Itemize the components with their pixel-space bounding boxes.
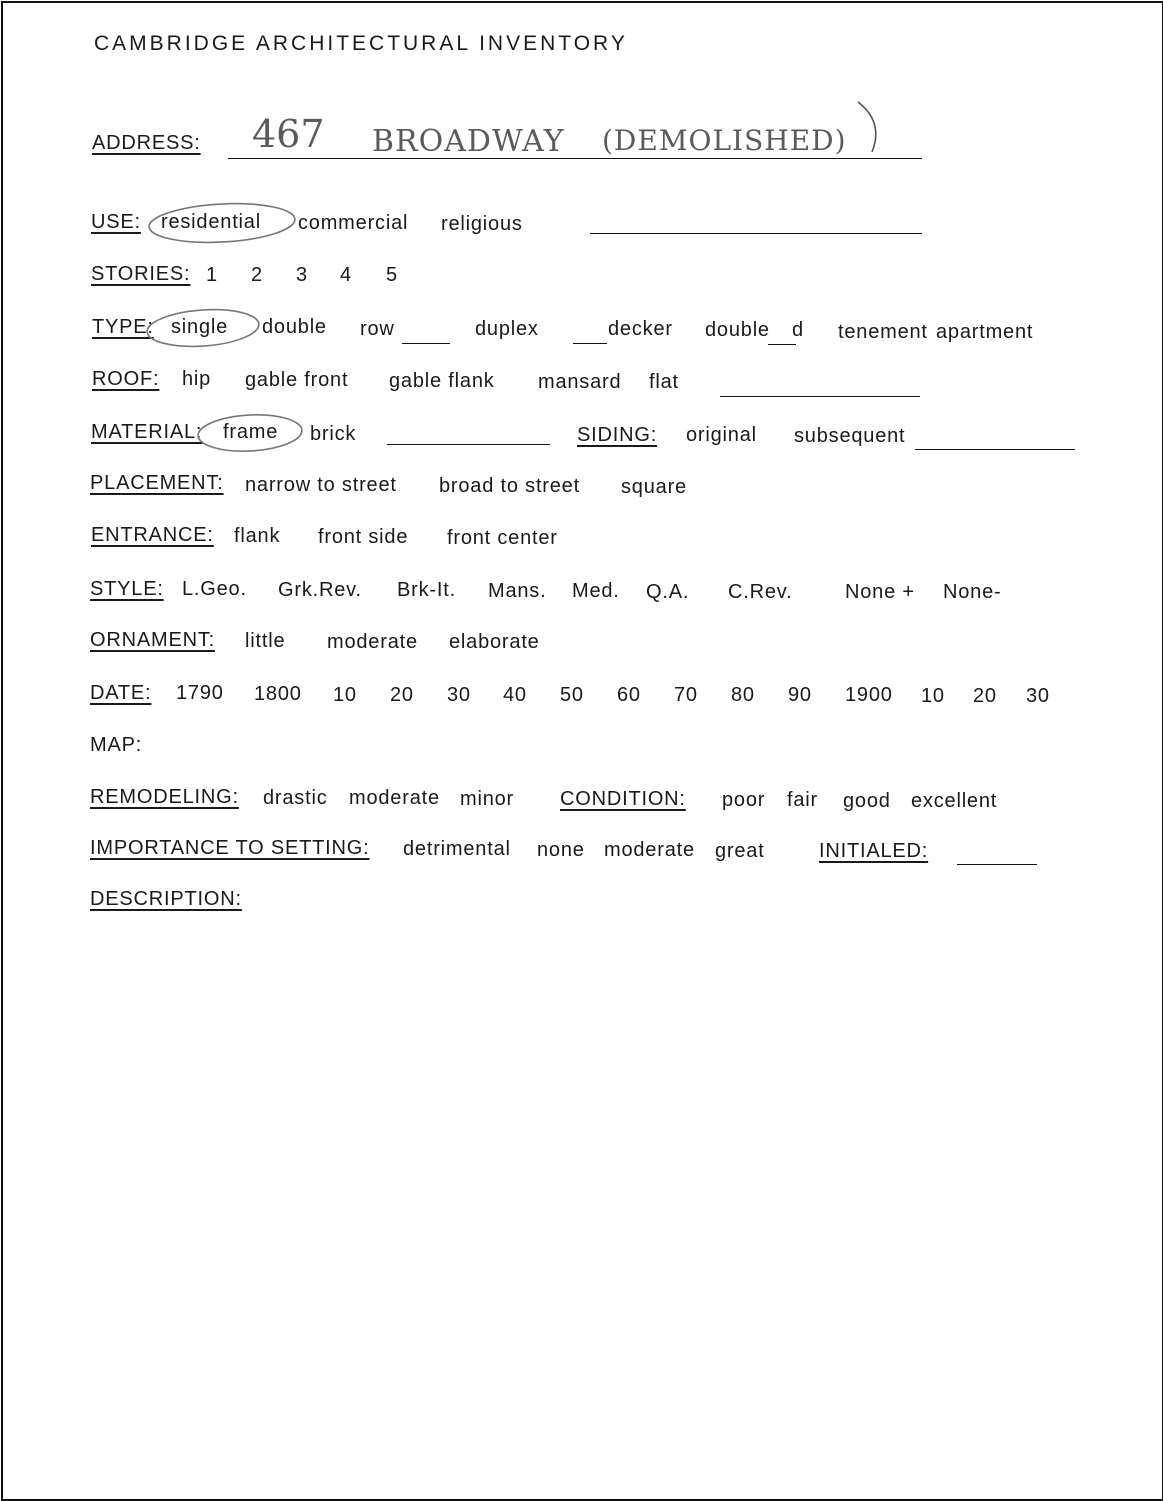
placement-option-broad[interactable]: broad to street <box>439 475 580 497</box>
address-line <box>228 158 922 159</box>
stories-option-4[interactable]: 4 <box>340 264 352 286</box>
material-option-frame[interactable]: frame <box>223 421 279 443</box>
use-option-residential[interactable]: residential <box>161 211 261 233</box>
form-title: CAMBRIDGE ARCHITECTURAL INVENTORY <box>94 32 628 55</box>
siding-label: SIDING: <box>577 424 658 446</box>
initialed-line <box>957 864 1037 865</box>
ornament-option-moderate[interactable]: moderate <box>327 631 418 653</box>
use-option-commercial[interactable]: commercial <box>298 212 409 234</box>
date-option-1790[interactable]: 1790 <box>176 682 224 704</box>
style-option-lgeo[interactable]: L.Geo. <box>182 578 247 600</box>
importance-label: IMPORTANCE TO SETTING: <box>90 837 370 859</box>
style-label: STYLE: <box>90 578 164 600</box>
style-option-mans[interactable]: Mans. <box>488 580 547 602</box>
material-other-line <box>387 444 550 445</box>
date-option-1910[interactable]: 10 <box>921 685 945 707</box>
type-row-line <box>402 343 450 344</box>
use-option-religious[interactable]: religious <box>441 213 523 235</box>
type-option-double-d[interactable]: double <box>705 319 770 341</box>
roof-option-mansard[interactable]: mansard <box>538 371 622 393</box>
remodeling-option-drastic[interactable]: drastic <box>263 787 328 809</box>
ornament-label: ORNAMENT: <box>90 629 215 651</box>
date-label: DATE: <box>90 682 152 704</box>
material-option-brick[interactable]: brick <box>310 423 357 445</box>
stories-label: STORIES: <box>91 263 191 285</box>
importance-option-moderate[interactable]: moderate <box>604 839 695 861</box>
remodeling-option-moderate[interactable]: moderate <box>349 787 440 809</box>
condition-label: CONDITION: <box>560 788 686 810</box>
type-option-double[interactable]: double <box>262 316 327 338</box>
placement-label: PLACEMENT: <box>90 472 224 494</box>
stories-option-2[interactable]: 2 <box>251 264 263 286</box>
remodeling-option-minor[interactable]: minor <box>460 788 515 810</box>
roof-label: ROOF: <box>92 368 160 390</box>
style-option-qa[interactable]: Q.A. <box>646 581 690 603</box>
ornament-option-little[interactable]: little <box>245 630 286 652</box>
stories-option-3[interactable]: 3 <box>296 264 308 286</box>
date-option-30[interactable]: 30 <box>447 684 471 706</box>
ornament-option-elaborate[interactable]: elaborate <box>449 631 540 653</box>
type-option-apartment[interactable]: apartment <box>936 321 1034 343</box>
placement-option-narrow[interactable]: narrow to street <box>245 474 397 496</box>
date-option-20[interactable]: 20 <box>390 684 414 706</box>
importance-option-great[interactable]: great <box>715 840 765 862</box>
date-option-90[interactable]: 90 <box>788 684 812 706</box>
siding-option-subsequent[interactable]: subsequent <box>794 425 906 447</box>
placement-option-square[interactable]: square <box>621 476 687 498</box>
date-option-10[interactable]: 10 <box>333 684 357 706</box>
address-label: ADDRESS: <box>92 132 201 154</box>
importance-option-detrimental[interactable]: detrimental <box>403 838 511 860</box>
type-option-row[interactable]: row <box>360 318 395 340</box>
siding-option-original[interactable]: original <box>686 424 757 446</box>
style-option-none-minus[interactable]: None- <box>943 581 1002 603</box>
use-label: USE: <box>91 211 141 233</box>
date-option-1920[interactable]: 20 <box>973 685 997 707</box>
roof-other-line <box>720 396 920 397</box>
description-label: DESCRIPTION: <box>90 888 242 910</box>
entrance-option-flank[interactable]: flank <box>234 525 281 547</box>
date-option-50[interactable]: 50 <box>560 684 584 706</box>
address-number: 467 <box>252 112 325 156</box>
style-option-grkrev[interactable]: Grk.Rev. <box>278 579 362 601</box>
type-double-d-line <box>768 344 796 345</box>
map-label: MAP: <box>90 734 143 756</box>
address-street: BROADWAY <box>372 124 565 159</box>
entrance-label: ENTRANCE: <box>91 524 214 546</box>
date-option-40[interactable]: 40 <box>503 684 527 706</box>
address-note: (DEMOLISHED) <box>602 124 847 157</box>
style-option-brkit[interactable]: Brk-It. <box>397 579 456 601</box>
style-option-none-plus[interactable]: None + <box>845 581 915 603</box>
type-option-tenement[interactable]: tenement <box>838 321 928 343</box>
date-option-70[interactable]: 70 <box>674 684 698 706</box>
condition-option-fair[interactable]: fair <box>787 789 818 811</box>
roof-option-hip[interactable]: hip <box>182 368 212 390</box>
type-option-duplex[interactable]: duplex <box>475 318 539 340</box>
roof-option-gable-front[interactable]: gable front <box>245 369 349 391</box>
entrance-option-front-side[interactable]: front side <box>318 526 409 548</box>
stories-option-1[interactable]: 1 <box>206 264 218 286</box>
stories-option-5[interactable]: 5 <box>386 264 398 286</box>
date-option-1900[interactable]: 1900 <box>845 684 893 706</box>
roof-option-flat[interactable]: flat <box>649 371 679 393</box>
style-option-med[interactable]: Med. <box>572 580 620 602</box>
style-option-crev[interactable]: C.Rev. <box>728 581 793 603</box>
condition-option-poor[interactable]: poor <box>722 789 766 811</box>
type-decker-line <box>573 343 607 344</box>
date-option-1930[interactable]: 30 <box>1026 685 1050 707</box>
condition-option-excellent[interactable]: excellent <box>911 790 998 812</box>
type-option-d[interactable]: d <box>792 319 804 341</box>
date-option-80[interactable]: 80 <box>731 684 755 706</box>
use-other-line <box>590 233 922 234</box>
type-option-single[interactable]: single <box>171 316 229 338</box>
date-option-60[interactable]: 60 <box>617 684 641 706</box>
remodeling-label: REMODELING: <box>90 786 239 808</box>
date-option-1800[interactable]: 1800 <box>254 683 302 705</box>
importance-option-none[interactable]: none <box>537 839 585 861</box>
material-label: MATERIAL: <box>91 421 203 443</box>
siding-other-line <box>915 449 1075 450</box>
condition-option-good[interactable]: good <box>843 790 891 812</box>
roof-option-gable-flank[interactable]: gable flank <box>389 370 495 392</box>
type-option-decker[interactable]: decker <box>608 318 673 340</box>
type-label: TYPE: <box>92 316 154 338</box>
entrance-option-front-center[interactable]: front center <box>447 527 558 549</box>
initialed-label: INITIALED: <box>819 840 929 862</box>
